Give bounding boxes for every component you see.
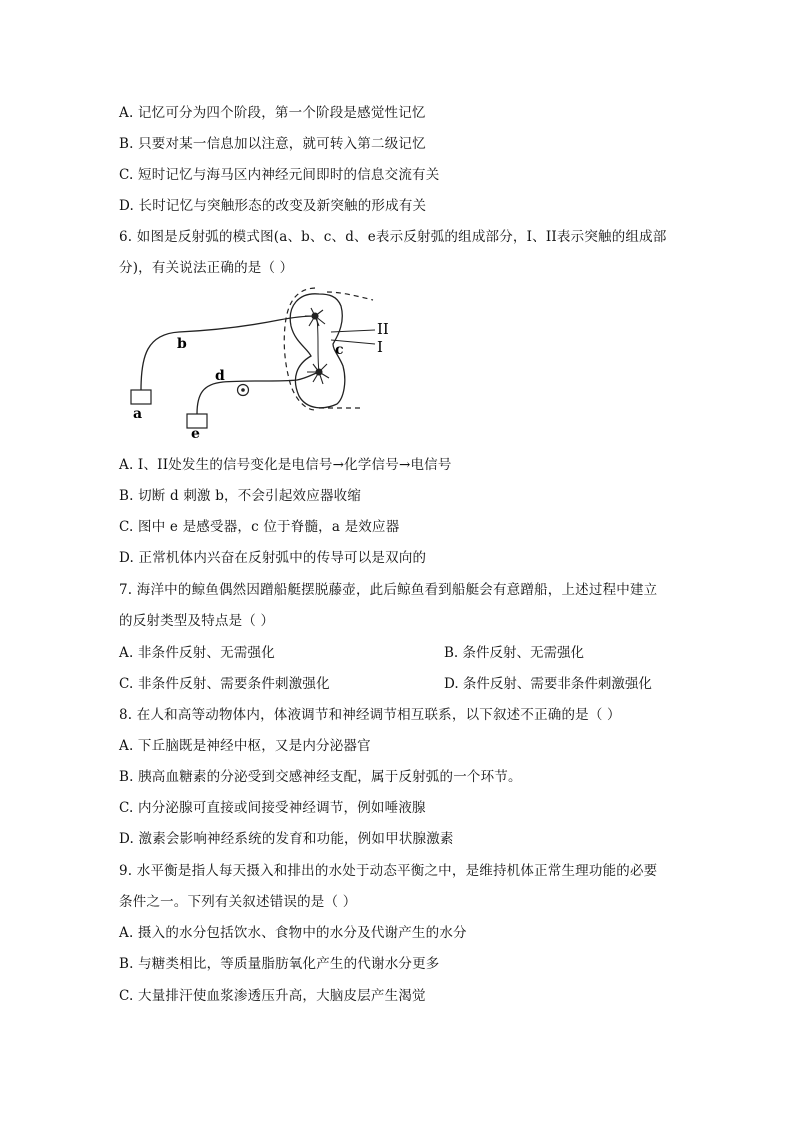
q8-stem: 8. 在人和高等动物体内，体液调节和神经调节相互联系，以下叙述不正确的是（ ） (119, 707, 621, 723)
q7-stem-line2: 的反射类型及特点是（ ） (119, 613, 275, 629)
interneuron-link (317, 319, 319, 372)
q6-stem-line1: 6. 如图是反射弧的模式图(a、b、c、d、e表示反射弧的组成部分，I、II表示突触的组成部 (119, 229, 667, 245)
q6-option-d: D. 正常机体内兴奋在反射弧中的传导可以是双向的 (119, 550, 427, 566)
upper-neuron (305, 308, 325, 326)
q5-option-a: A. 记忆可分为四个阶段，第一个阶段是感觉性记忆 (119, 105, 426, 121)
q5-option-b: B. 只要对某一信息加以注意，就可转入第二级记忆 (119, 136, 426, 152)
pointer-II (331, 330, 375, 332)
q7-option-c: C. 非条件反射、需要条件刺激强化 (119, 676, 330, 692)
q7-stem-line1: 7. 海洋中的鲸鱼偶然因蹭船艇摆脱藤壶，此后鲸鱼看到船艇会有意蹭船，上述过程中建立 (119, 582, 658, 598)
label-d: d (215, 368, 225, 384)
ganglion-marker (238, 385, 249, 396)
q7-option-d: D. 条件反射、需要非条件刺激强化 (444, 676, 652, 692)
spinal-cord-outline-left (284, 288, 315, 410)
q5-option-d: D. 长时记忆与突触形态的改变及新突触的形成有关 (119, 198, 427, 214)
q5-option-c: C. 短时记忆与海马区内神经元间即时的信息交流有关 (119, 167, 440, 183)
q9-option-b: B. 与糖类相比，等质量脂肪氧化产生的代谢水分更多 (119, 956, 440, 972)
lower-neuron (307, 364, 329, 384)
nerve-fiber-b (141, 316, 315, 390)
reflex-arc-diagram (119, 286, 409, 438)
structure-a-box (131, 390, 151, 404)
q9-option-a: A. 摄入的水分包括饮水、食物中的水分及代谢产生的水分 (119, 925, 467, 941)
spinal-cord-outline-top (327, 292, 373, 300)
label-a: a (133, 406, 143, 422)
label-b: b (177, 336, 187, 352)
label-c: c (335, 342, 344, 358)
q9-stem-line2: 条件之一。下列有关叙述错误的是（ ） (119, 894, 357, 910)
q9-option-c: C. 大量排汗使血浆渗透压升高，大脑皮层产生渴觉 (119, 988, 426, 1004)
label-synapse-I: I (377, 338, 383, 356)
q8-option-a: A. 下丘脑既是神经中枢，又是内分泌器官 (119, 738, 371, 754)
q9-stem-line1: 9. 水平衡是指人每天摄入和排出的水处于动态平衡之中，是维持机体正常生理功能的必要 (119, 863, 658, 879)
q8-option-b: B. 胰高血糖素的分泌受到交感神经支配，属于反射弧的一个环节。 (119, 769, 522, 785)
q8-option-c: C. 内分泌腺可直接或间接受神经调节，例如唾液腺 (119, 800, 426, 816)
label-e: e (191, 426, 200, 438)
q6-option-c: C. 图中 e 是感受器，c 位于脊髓，a 是效应器 (119, 519, 400, 535)
q6-option-a: A. I、II处发生的信号变化是电信号→化学信号→电信号 (119, 457, 452, 473)
q7-option-a: A. 非条件反射、无需强化 (119, 645, 275, 661)
q6-option-b: B. 切断 d 刺激 b，不会引起效应器收缩 (119, 488, 362, 504)
label-synapse-II: II (377, 320, 389, 338)
q6-stem-line2: 分)，有关说法正确的是（ ） (119, 260, 294, 276)
q8-option-d: D. 激素会影响神经系统的发育和功能，例如甲状腺激素 (119, 831, 454, 847)
q7-option-b: B. 条件反射、无需强化 (444, 645, 585, 661)
